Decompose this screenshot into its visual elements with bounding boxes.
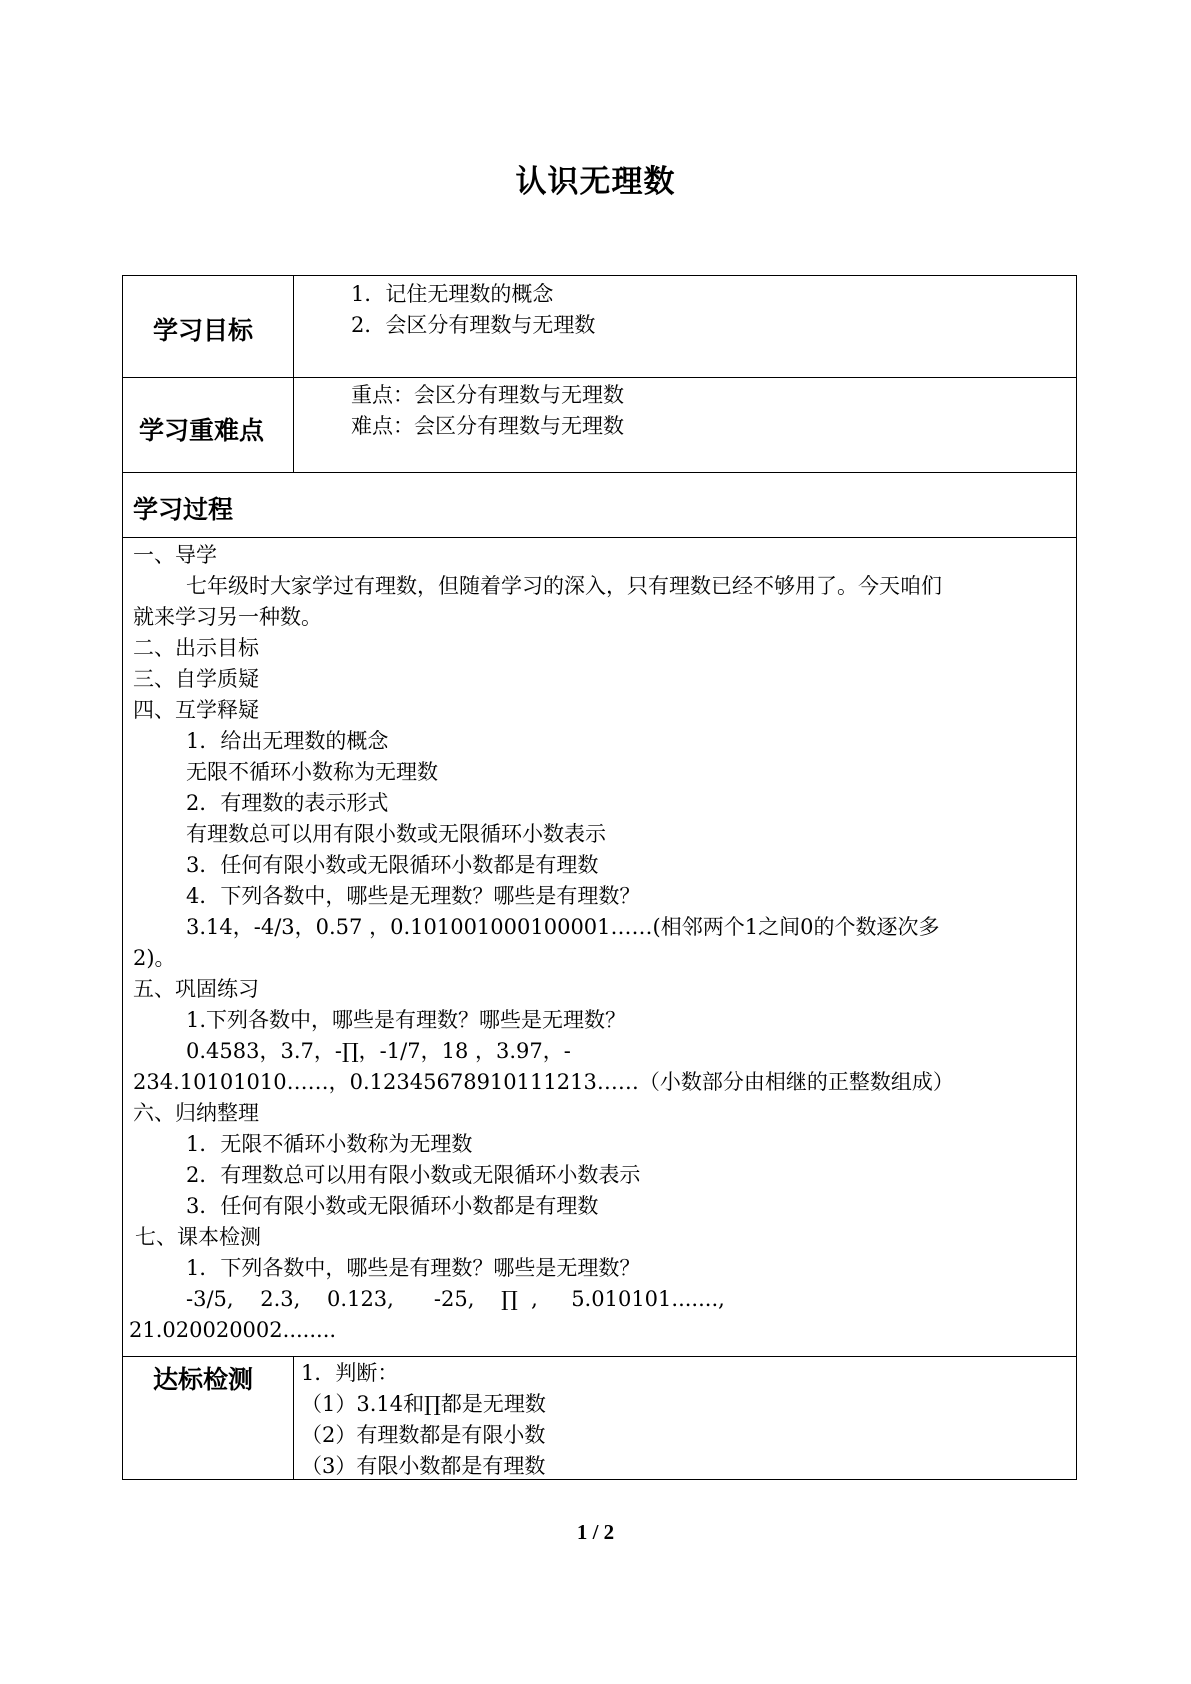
key-point: 重点：会区分有理数与无理数 bbox=[351, 383, 624, 407]
row-divider bbox=[123, 1356, 1076, 1357]
column-divider bbox=[293, 276, 294, 472]
goal-item: 1．记住无理数的概念 bbox=[351, 282, 554, 306]
section-heading: 四、互学释疑 bbox=[133, 698, 259, 722]
list-item: 3．任何有限小数或无限循环小数都是有理数 bbox=[186, 1194, 599, 1218]
difficulties-label: 学习重难点 bbox=[139, 416, 265, 445]
list-item: 1．无限不循环小数称为无理数 bbox=[186, 1132, 473, 1156]
row-divider bbox=[123, 472, 1076, 473]
row-divider bbox=[123, 537, 1076, 538]
list-item: 3.14，-4/3，0.57 ，0.101001000100001……(相邻两个1之间0的个数逐次多 bbox=[186, 915, 940, 939]
row-divider bbox=[123, 377, 1076, 378]
list-item: 0.4583，3.7，-∏，-1/7，18 ，3.97，- bbox=[186, 1039, 571, 1063]
list-item: 1.下列各数中，哪些是有理数？哪些是无理数？ bbox=[186, 1008, 627, 1032]
list-item: 4．下列各数中，哪些是无理数？哪些是有理数？ bbox=[186, 884, 641, 908]
list-item: 2)。 bbox=[133, 946, 176, 970]
list-item: 1．给出无理数的概念 bbox=[186, 729, 389, 753]
section-heading: 一、导学 bbox=[133, 543, 217, 567]
list-item: 3．任何有限小数或无限循环小数都是有理数 bbox=[186, 853, 599, 877]
list-item: -3/5, 2.3, 0.123, -25, ∏ , 5.010101......., bbox=[186, 1287, 725, 1311]
goals-label: 学习目标 bbox=[153, 316, 254, 345]
list-item: 21.020020002........ bbox=[129, 1318, 337, 1342]
page-number: 1 / 2 bbox=[576, 1520, 615, 1544]
list-item: 2．有理数的表示形式 bbox=[186, 791, 389, 815]
lesson-table bbox=[122, 275, 1077, 1480]
section-heading: 三、自学质疑 bbox=[133, 667, 259, 691]
list-item: 有理数总可以用有限小数或无限循环小数表示 bbox=[186, 822, 606, 846]
test-item: （3）有限小数都是有理数 bbox=[301, 1454, 546, 1478]
section-heading: 二、出示目标 bbox=[133, 636, 259, 660]
paragraph-line: 七年级时大家学过有理数，但随着学习的深入，只有理数已经不够用了。今天咱们 bbox=[186, 574, 942, 598]
goal-item: 2．会区分有理数与无理数 bbox=[351, 313, 596, 337]
process-label: 学习过程 bbox=[133, 495, 234, 524]
test-label: 达标检测 bbox=[153, 1365, 254, 1394]
test-item: （2）有理数都是有限小数 bbox=[301, 1423, 546, 1447]
list-item: 234.10101010……，0.12345678910111213……（小数部分由相继的正整数组成） bbox=[133, 1070, 954, 1094]
list-item: 无限不循环小数称为无理数 bbox=[186, 760, 438, 784]
page-title: 认识无理数 bbox=[515, 164, 676, 200]
paragraph-line: 就来学习另一种数。 bbox=[133, 605, 322, 629]
test-item: （1）3.14和∏都是无理数 bbox=[301, 1392, 546, 1416]
section-heading: 六、归纳整理 bbox=[133, 1101, 259, 1125]
list-item: 1．下列各数中，哪些是有理数？哪些是无理数？ bbox=[186, 1256, 641, 1280]
difficult-point: 难点：会区分有理数与无理数 bbox=[351, 414, 624, 438]
test-item: 1．判断： bbox=[301, 1361, 399, 1385]
section-heading: 七、课本检测 bbox=[135, 1225, 261, 1249]
list-item: 2．有理数总可以用有限小数或无限循环小数表示 bbox=[186, 1163, 641, 1187]
section-heading: 五、巩固练习 bbox=[133, 977, 259, 1001]
column-divider bbox=[293, 1356, 294, 1480]
